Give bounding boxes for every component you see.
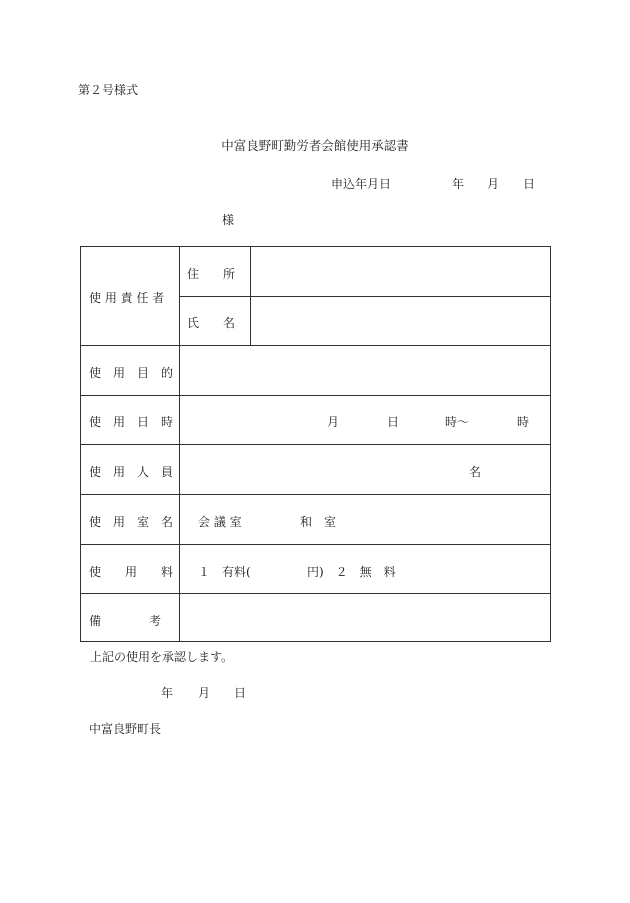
approval-month-label: 月 [198,686,211,700]
row-divider [81,593,550,594]
application-table [80,246,551,642]
people-unit: 名 [469,465,482,479]
room-option-meeting-room[interactable]: 会 議 室 [198,515,242,529]
row-divider [81,345,550,346]
application-year-label: 年 [452,177,465,191]
row-divider [179,296,550,297]
label-address: 住 所 [187,267,236,281]
column-divider [179,247,180,641]
row-divider [81,494,550,495]
label-name: 氏 名 [187,316,236,330]
document-title: 中富良野町勤労者会館使用承認書 [221,138,409,153]
label-responsible-person: 使 用 責 任 者 [89,291,165,305]
approval-year-label: 年 [161,686,174,700]
label-purpose: 使 用 目 的 [89,366,174,380]
recipient-suffix: 様 [222,213,235,227]
column-divider [250,247,251,345]
name-field[interactable] [253,299,548,343]
datetime-to: 時 [517,415,530,429]
application-day-label: 日 [523,177,536,191]
approval-text: 上記の使用を承認します。 [90,650,234,664]
label-people: 使 用 人 員 [89,465,174,479]
remarks-field[interactable] [183,596,549,639]
address-field[interactable] [253,249,548,293]
room-option-japanese-room[interactable]: 和 室 [300,515,337,529]
label-datetime: 使 用 日 時 [89,415,174,429]
datetime-from: 時～ [445,415,470,429]
fee-paid-option[interactable]: １ 有料( [198,565,251,579]
form-number: 第２号様式 [78,83,139,97]
mayor-signature-label: 中富良野町長 [89,722,162,736]
label-room-name: 使 用 室 名 [89,515,174,529]
application-date-label: 申込年月日 [331,177,392,191]
fee-free-option[interactable]: 円) ２ 無 料 [307,565,396,579]
label-fee: 使 用 料 [89,565,174,579]
label-remarks: 備 考 [89,614,162,628]
approval-day-label: 日 [234,686,247,700]
row-divider [81,444,550,445]
datetime-day: 日 [387,415,400,429]
row-divider [81,395,550,396]
purpose-field[interactable] [183,348,549,392]
row-divider [81,544,550,545]
application-month-label: 月 [487,177,500,191]
datetime-month: 月 [327,415,340,429]
